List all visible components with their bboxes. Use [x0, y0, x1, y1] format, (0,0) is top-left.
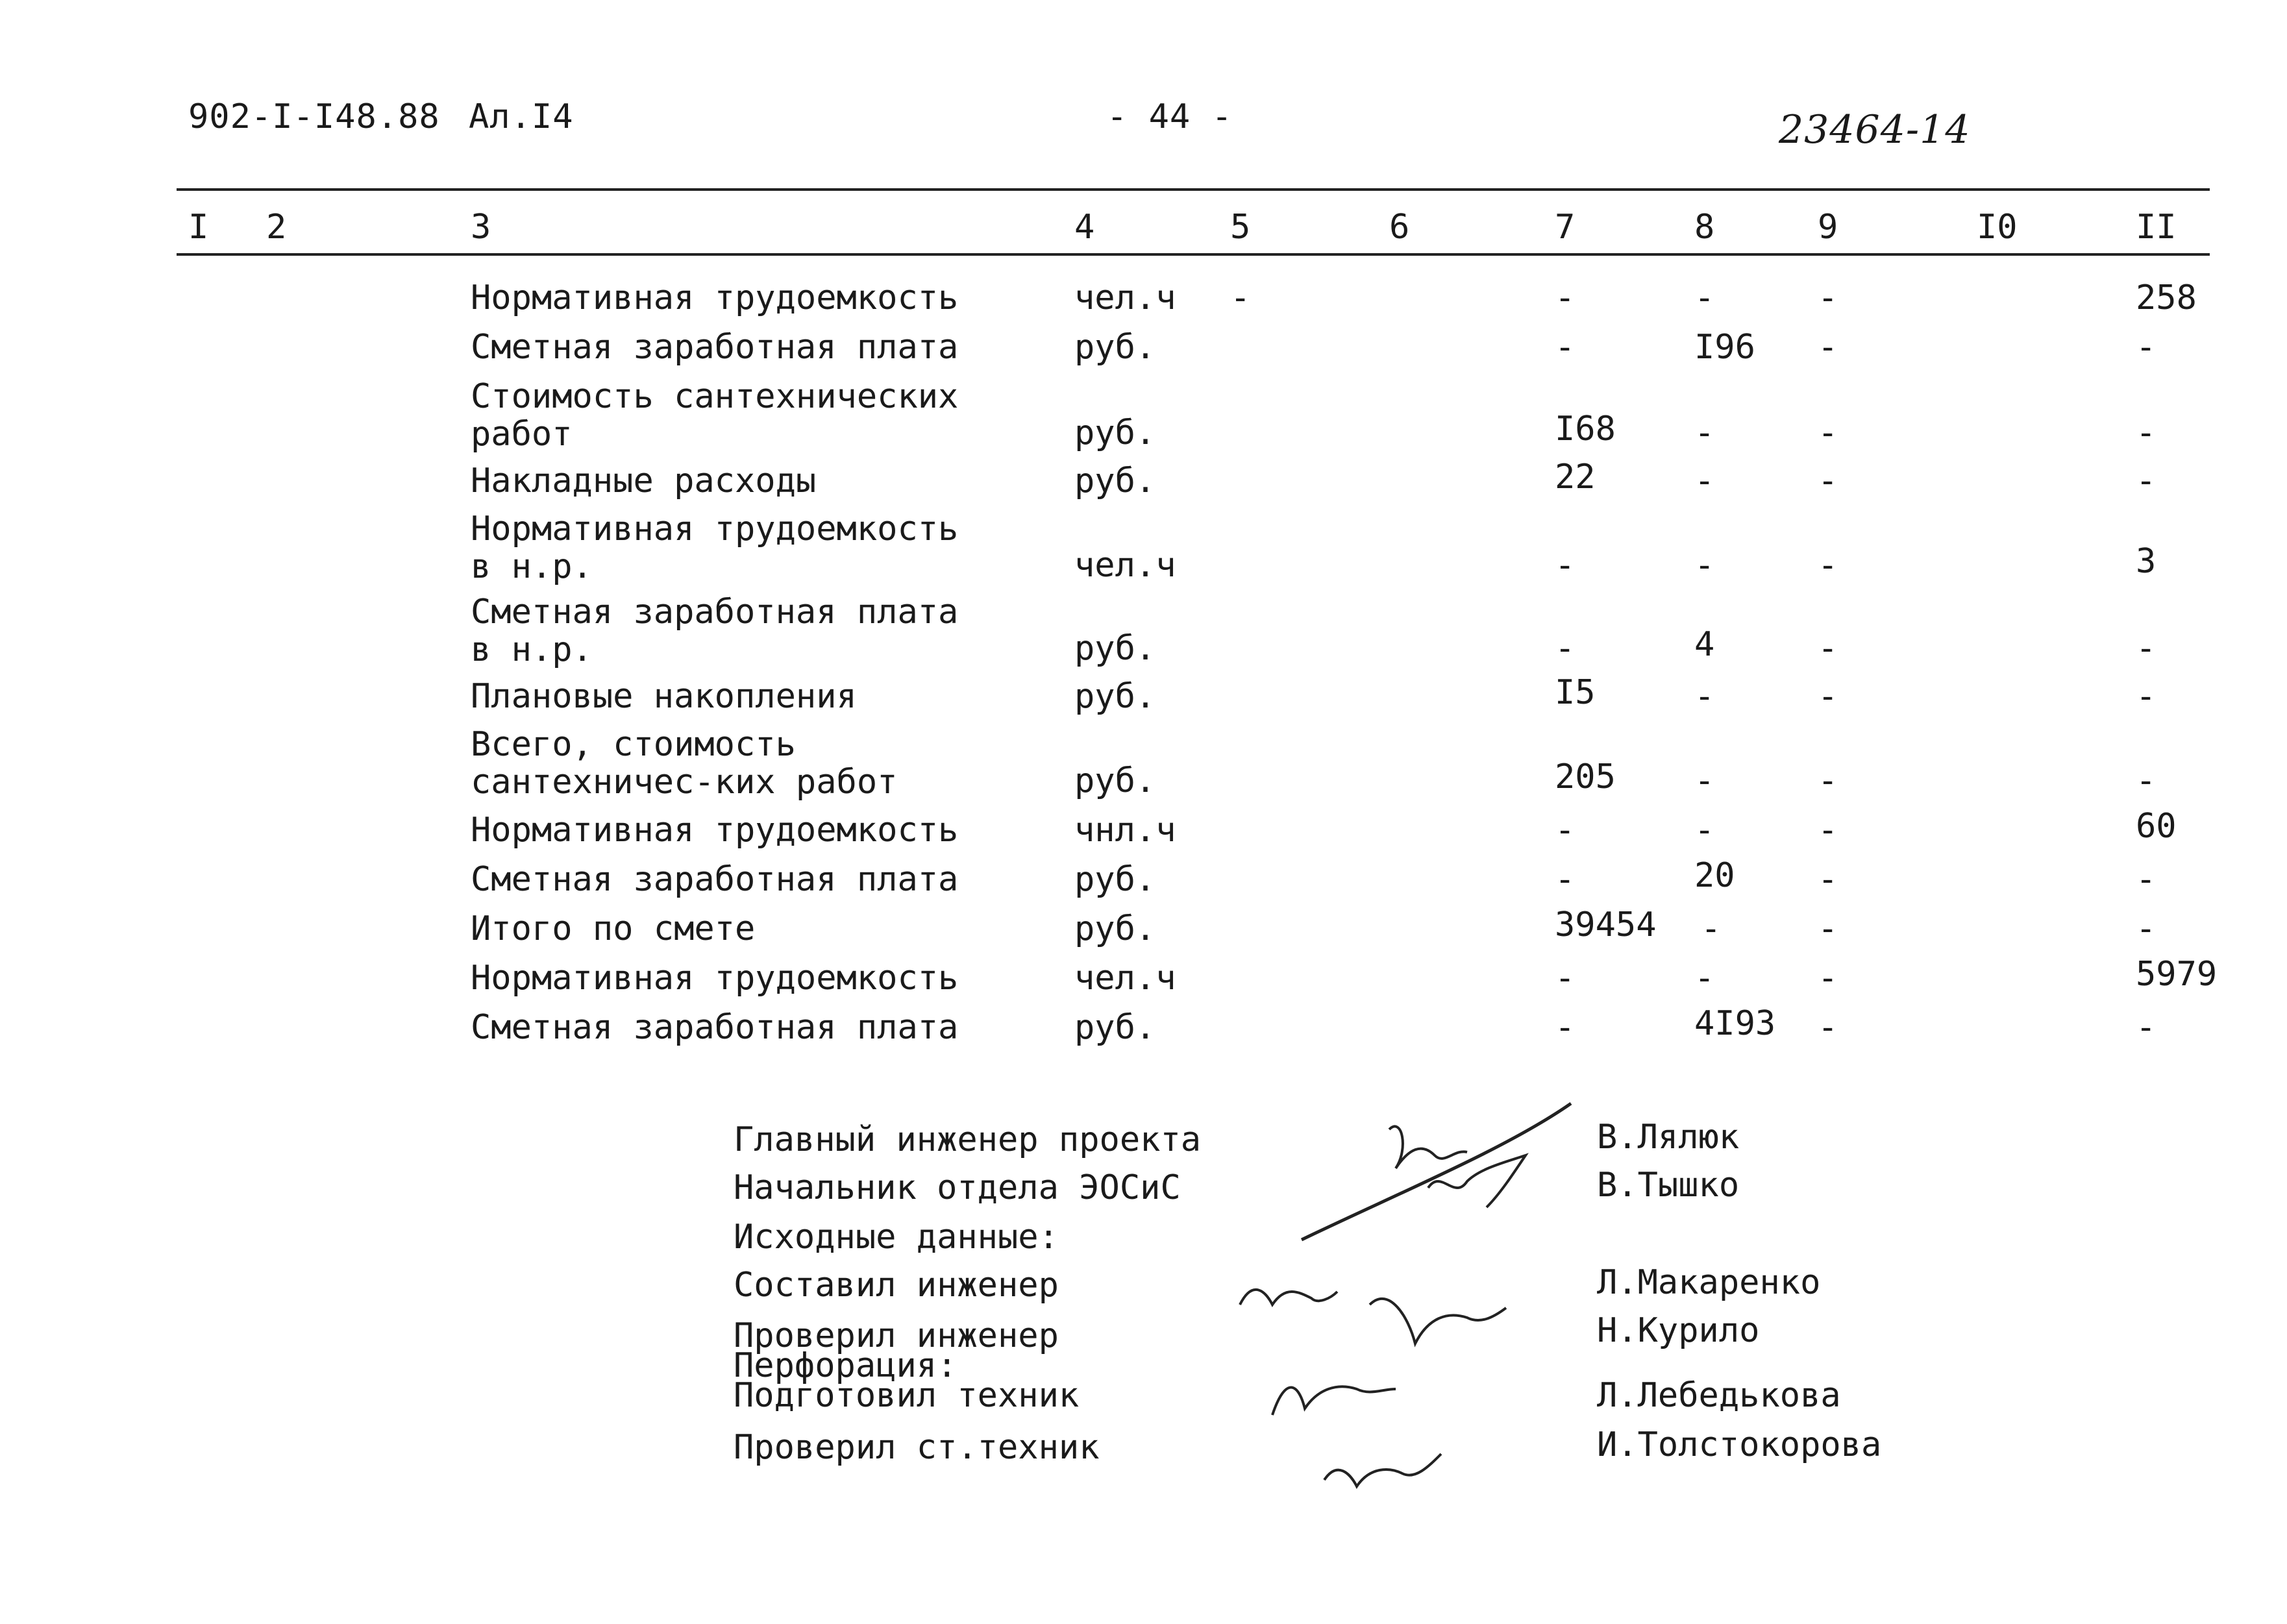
row-col9: - [1818, 761, 1838, 800]
signature-role: Перфорация: [734, 1346, 958, 1385]
row-col11: - [2136, 461, 2157, 500]
row-col8: - [1694, 677, 1715, 716]
technician-signature [1272, 1386, 1396, 1415]
row-col11: - [2136, 909, 2157, 948]
signature-role: Исходные данные: [734, 1218, 1059, 1257]
row-col8: 4 [1694, 625, 1715, 664]
row-col7: - [1555, 1008, 1576, 1047]
row-col11: - [2136, 629, 2157, 668]
row-col7: - [1555, 546, 1576, 585]
row-col9: - [1818, 629, 1838, 668]
column-number-10: I0 [1977, 208, 2018, 247]
row-col8: - [1694, 461, 1715, 500]
row-col5: - [1230, 278, 1251, 317]
chief-engineer-signature [1302, 1103, 1571, 1240]
column-number-7: 7 [1555, 208, 1576, 247]
column-number-4: 4 [1074, 208, 1095, 247]
row-unit: чел.ч [1074, 959, 1176, 998]
row-col9: - [1818, 413, 1838, 452]
row-label: Сметная заработная плата [471, 328, 959, 367]
row-col7: - [1555, 278, 1576, 317]
column-number-5: 5 [1230, 208, 1251, 247]
chief-engineer-signature-flourish [1389, 1126, 1467, 1168]
row-col11: - [2136, 328, 2157, 367]
column-number-11: II [2136, 208, 2177, 247]
row-col8: - [1694, 761, 1715, 800]
document-code: 902-I-I48.88 [188, 97, 440, 136]
row-col9: - [1818, 959, 1838, 998]
row-col9: - [1818, 811, 1838, 850]
signature-role: Главный инженер проекта [734, 1120, 1202, 1159]
signature-role: Начальник отдела ЭОСиС [734, 1168, 1181, 1207]
row-label: Нормативная трудоемкость [471, 959, 959, 998]
row-label: Нормативная трудоемкость в н.р. [471, 510, 959, 586]
row-col11: - [2136, 761, 2157, 800]
column-number-3: 3 [471, 208, 491, 247]
row-col7: - [1555, 860, 1576, 899]
row-unit: руб. [1074, 909, 1156, 948]
signature-role: Составил инженер [734, 1266, 1059, 1305]
row-col11: - [2136, 677, 2157, 716]
row-col8: - [1694, 278, 1715, 317]
row-col11: 3 [2136, 542, 2157, 581]
row-col7: 39454 [1555, 905, 1657, 944]
row-label: Всего, стоимость сантехничес-ких работ [471, 725, 898, 802]
row-unit: руб. [1074, 629, 1156, 668]
row-unit: руб. [1074, 413, 1156, 452]
signatory-name: Л.Макаренко [1597, 1263, 1821, 1302]
row-col11: - [2136, 413, 2157, 452]
row-col9: - [1818, 1008, 1838, 1047]
row-label: Итого по смете [471, 909, 756, 948]
row-unit: руб. [1074, 860, 1156, 899]
row-col11: - [2136, 860, 2157, 899]
row-col11: - [2136, 1008, 2157, 1047]
signatory-name: Л.Лебедькова [1597, 1376, 1841, 1415]
row-col8: I96 [1694, 328, 1755, 367]
row-col9: - [1818, 546, 1838, 585]
row-col9: - [1818, 328, 1838, 367]
row-col8: - [1694, 413, 1715, 452]
row-col9: - [1818, 278, 1838, 317]
row-col8: 20 [1694, 856, 1735, 895]
row-col7: 22 [1555, 458, 1596, 497]
row-unit: руб. [1074, 461, 1156, 500]
row-col7: I68 [1555, 410, 1616, 449]
sheet-label: Ал.I4 [469, 97, 574, 136]
row-col7: - [1555, 959, 1576, 998]
archive-number: 23464-14 [1779, 107, 1971, 153]
column-number-1: I [188, 208, 209, 247]
row-unit: руб. [1074, 677, 1156, 716]
row-col7: I5 [1555, 673, 1596, 712]
page-number: - 44 - [1107, 97, 1233, 136]
row-col8: - [1701, 909, 1722, 948]
row-label: Нормативная трудоемкость [471, 811, 959, 850]
row-col7: - [1555, 811, 1576, 850]
signatory-name: В.Тышко [1597, 1166, 1740, 1205]
row-unit: чел.ч [1074, 546, 1176, 585]
column-number-6: 6 [1389, 208, 1410, 247]
row-unit: чнл.ч [1074, 811, 1176, 850]
signature-role: Подготовил техник [734, 1376, 1080, 1415]
row-col8: 4I93 [1694, 1004, 1776, 1043]
row-col11: 60 [2136, 807, 2177, 846]
signatory-name: И.Толстокорова [1597, 1425, 1882, 1464]
row-col8: - [1694, 811, 1715, 850]
signature-role: Проверил инженер [734, 1316, 1059, 1355]
row-col9: - [1818, 461, 1838, 500]
row-label: Накладные расходы [471, 461, 817, 500]
row-label: Нормативная трудоемкость [471, 278, 959, 317]
row-col8: - [1694, 959, 1715, 998]
senior-technician-signature [1324, 1454, 1441, 1486]
compiler-signature [1240, 1290, 1337, 1305]
row-label: Сметная заработная плата [471, 860, 959, 899]
signature-role: Проверил ст.техник [734, 1428, 1100, 1467]
row-col11: 258 [2136, 278, 2197, 317]
row-col9: - [1818, 677, 1838, 716]
row-col7: 205 [1555, 757, 1616, 796]
row-label: Стоимость сантехнических работ [471, 377, 959, 454]
row-col11: 5979 [2136, 955, 2218, 994]
row-unit: руб. [1074, 328, 1156, 367]
row-label: Плановые накопления [471, 677, 857, 716]
row-unit: руб. [1074, 1008, 1156, 1047]
row-col8: - [1694, 546, 1715, 585]
checker-signature [1370, 1299, 1506, 1344]
row-label: Сметная заработная плата в н.р. [471, 593, 959, 669]
row-col9: - [1818, 909, 1838, 948]
department-head-signature [1428, 1155, 1526, 1207]
row-unit: чел.ч [1074, 278, 1176, 317]
column-number-8: 8 [1694, 208, 1715, 247]
row-col9: - [1818, 860, 1838, 899]
row-unit: руб. [1074, 761, 1156, 800]
column-number-9: 9 [1818, 208, 1838, 247]
column-number-2: 2 [266, 208, 287, 247]
signatory-name: В.Лялюк [1597, 1118, 1740, 1157]
signatory-name: Н.Курило [1597, 1311, 1760, 1350]
row-col7: - [1555, 328, 1576, 367]
row-label: Сметная заработная плата [471, 1008, 959, 1047]
row-col7: - [1555, 629, 1576, 668]
